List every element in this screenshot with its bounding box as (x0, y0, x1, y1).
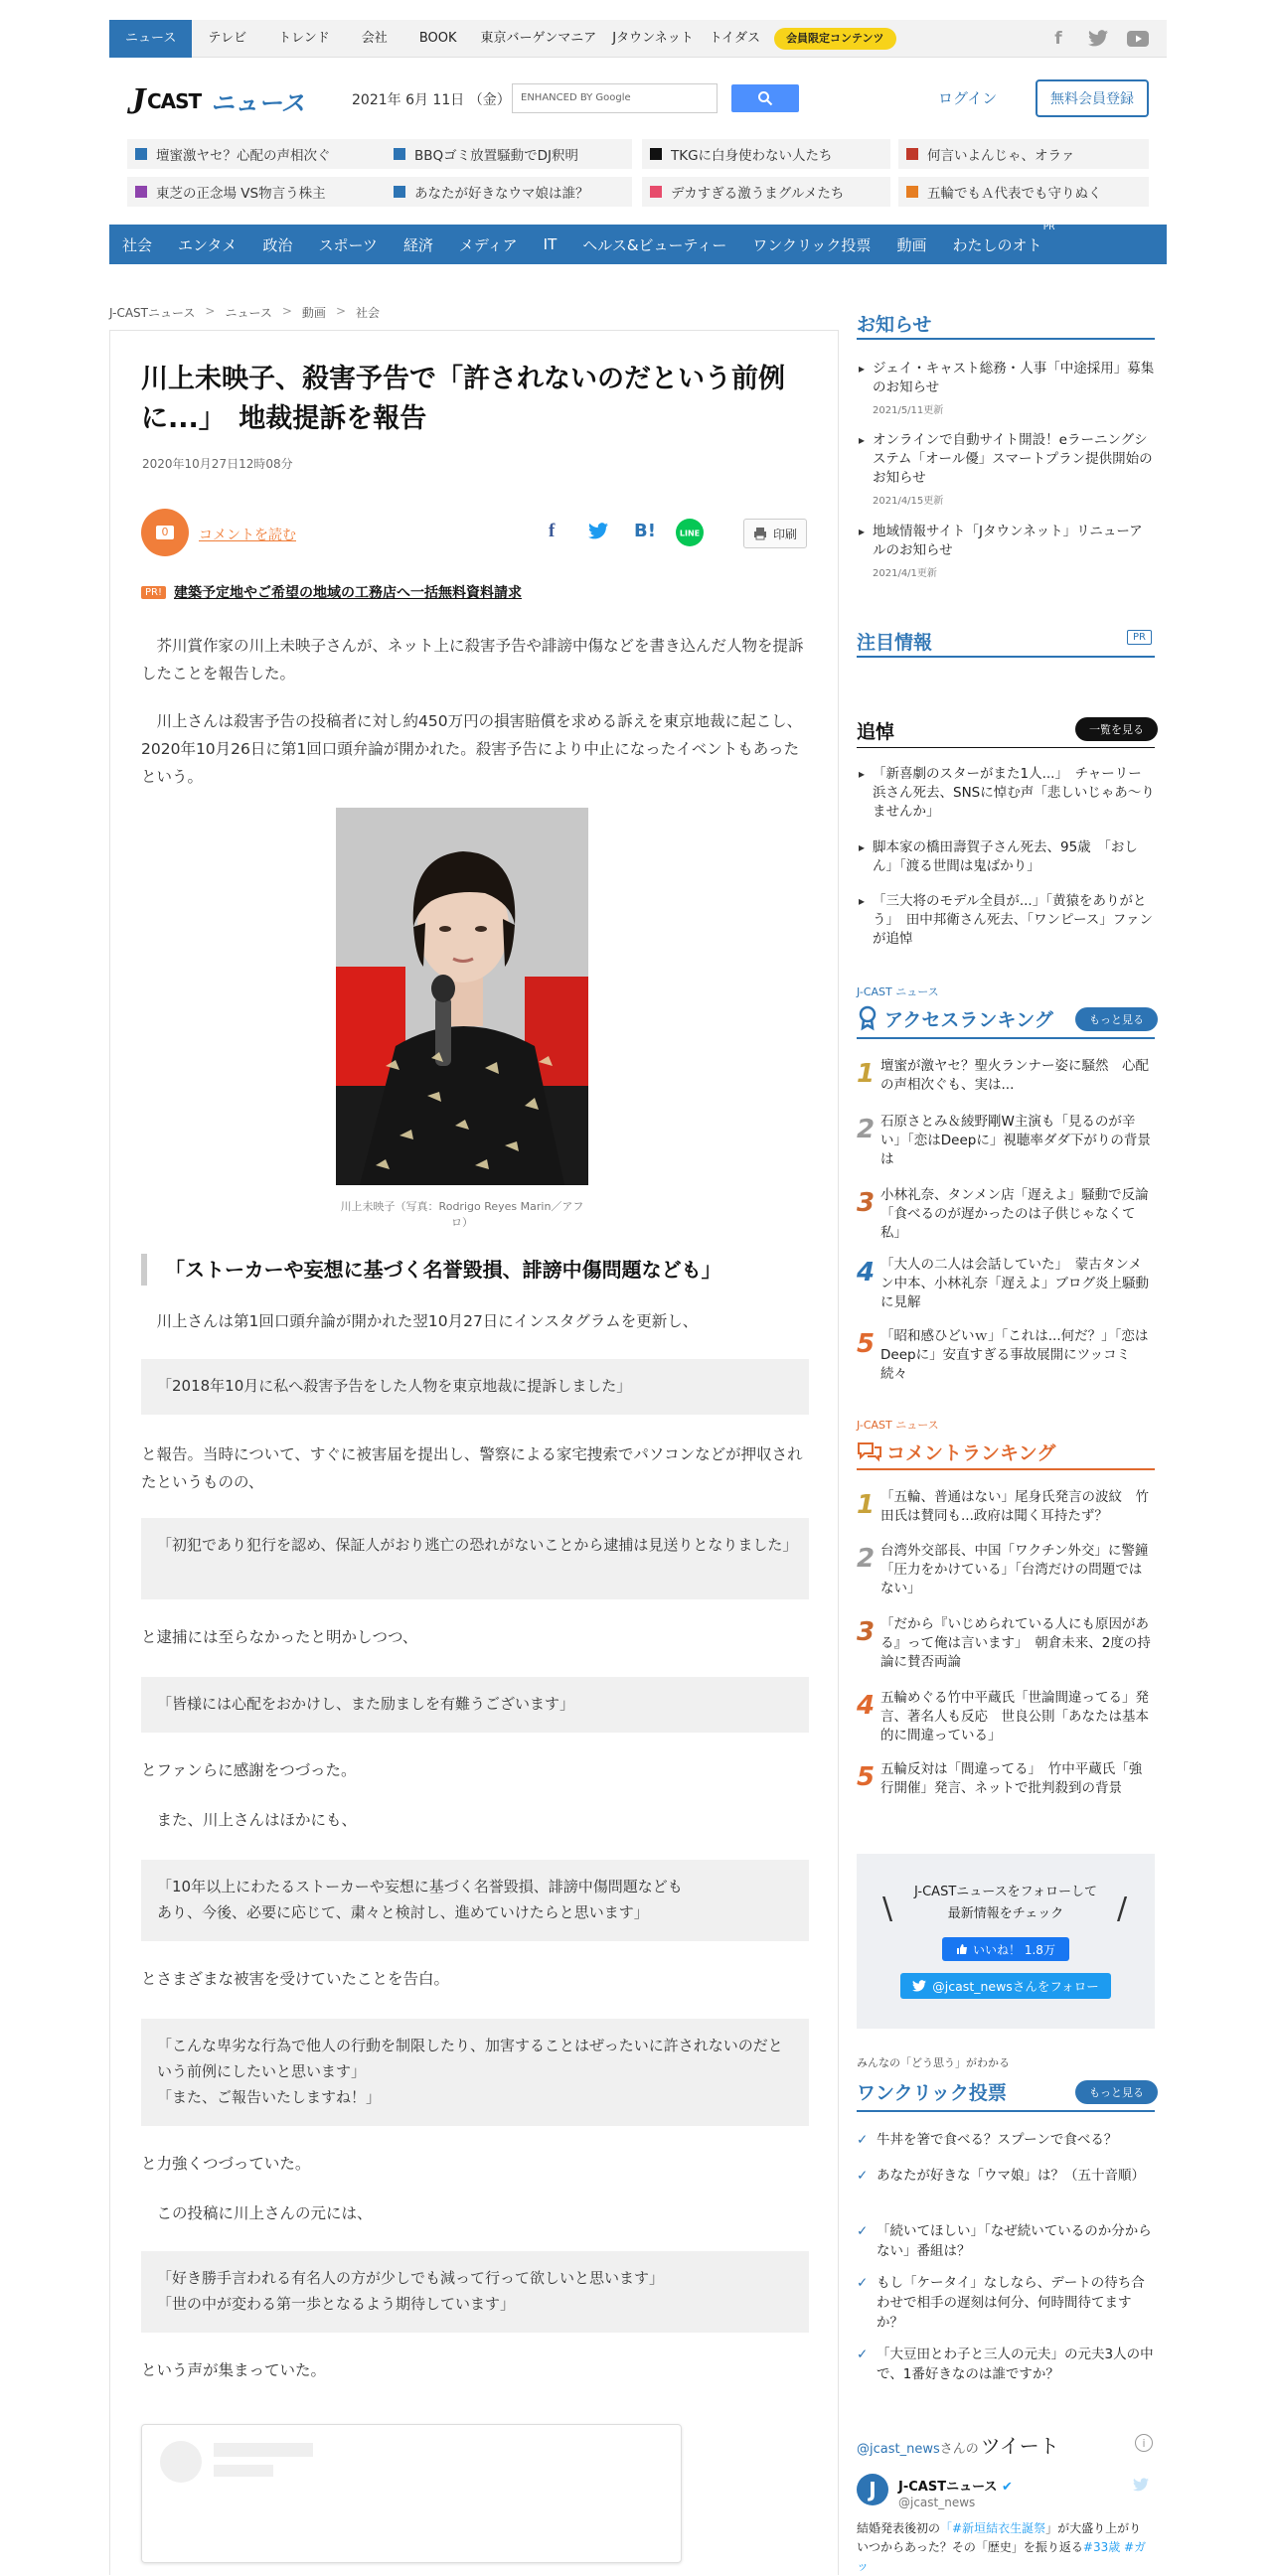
vote-item[interactable]: ✓ もし「ケータイ」なしなら、デートの待ち合わせで相手の遅刻は何分、何時間待てますか？ (857, 2275, 1145, 2331)
checkmark-icon: ✓ (857, 2347, 869, 2362)
arrow-right-icon: ▸ (859, 894, 866, 908)
arrow-right-icon: ▸ (859, 525, 866, 538)
tsuito-section-title: 追悼 (857, 721, 895, 743)
print-button[interactable]: 印刷 (743, 519, 807, 548)
section-divider (857, 1037, 1155, 1039)
twitter-share-icon[interactable] (588, 523, 608, 544)
thumbs-up-icon (956, 1943, 968, 1955)
service-bar (109, 20, 1167, 58)
photo-caption: 川上未映子（写真：Rodrigo Reyes Marin／アフロ） (340, 1200, 584, 1229)
hatena-bookmark-icon[interactable]: B! (634, 521, 656, 541)
breadcrumb-item[interactable]: J-CASTニュース (109, 306, 196, 320)
headline-marker (394, 186, 405, 198)
comment-ranking-title: コメントランキング (886, 1442, 1056, 1464)
nav-item-it[interactable]: IT (543, 235, 558, 253)
article-paragraph: とさまざまな被害を受けていたことを告白。 (141, 1970, 450, 1988)
notice-item[interactable]: ▸ オンラインで自動サイト開設！eラーニングシステム「オール優」スマートプラン提供開始のお知らせ 2021/4/15更新 (859, 432, 1153, 507)
svg-text:LINE: LINE (679, 529, 701, 538)
quote-block: 「2018年10月に私へ殺害予告をした人物を東京地裁に提訴しました」 (141, 1359, 809, 1415)
section-divider (857, 747, 1155, 748)
vote-item[interactable]: ✓ あなたが好きな「ウマ娘」は？（五十音順） (857, 2168, 1145, 2184)
service-tab-toidas[interactable]: トイダス (709, 30, 761, 46)
breadcrumb-item[interactable]: ニュース (225, 306, 272, 320)
tweet-author-name[interactable]: J-CASTニュース ✔ (898, 2480, 1013, 2495)
facebook-share-icon[interactable]: f (549, 521, 556, 541)
jcast-logo[interactable]: J CAST ニュース (127, 80, 305, 122)
decoration-slash: \ (882, 1892, 893, 1926)
youtube-icon[interactable] (1127, 28, 1149, 50)
current-date: 2021年 6月 11日 （金） (352, 92, 511, 108)
register-button[interactable]: 無料会員登録 (1036, 79, 1149, 117)
quote-block: 「初犯であり犯行を認め、保証人がおり逃亡の恐れがないことから逮捕は見送りとなりました」 (141, 1518, 809, 1599)
headline-link[interactable]: 何言いよんじゃ、オラァ (898, 139, 1149, 169)
article-paragraph: また、川上さんはほかにも、 (141, 1811, 358, 1829)
quote-block: 「皆様には心配をおかけし、また励ましを有難うございます」 (141, 1677, 809, 1733)
crown-icon (857, 1005, 878, 1033)
arrow-right-icon: ▸ (859, 767, 866, 781)
service-tab-bargain[interactable]: 東京バーゲンマニア (480, 30, 597, 46)
twitter-follow-button[interactable]: @jcast_newsさんをフォロー (900, 1973, 1111, 1999)
search-icon (757, 90, 773, 106)
hashtag-link[interactable]: #33歳 #ガッ (857, 2540, 1147, 2573)
arrow-right-icon: ▸ (859, 840, 866, 854)
tweet-text: 結婚発表後初の「#新垣結衣生誕祭」が大盛り上がり いつからあった？その「歴史」を振り返る#33歳 #ガッ (857, 2521, 1147, 2573)
headline-link[interactable]: BBQゴミ放置騒動でDJ釈明 (386, 139, 632, 169)
nav-item-entame[interactable]: エンタメ (178, 235, 238, 254)
section-divider (857, 2110, 1155, 2112)
jcast-news-kicker: J-CAST ニュース (857, 1419, 939, 1432)
embedded-post-placeholder (141, 2424, 682, 2563)
headline-marker (650, 148, 662, 160)
article-paragraph: と逮捕には至らなかったと明かしつつ、 (141, 1628, 418, 1646)
quote-block: 「こんな卑劣な行為で他人の行動を制限したり、加害することはぜったいに許されないのだという前例にしたいと思います」 「また、ご報告いたしますね！」 (141, 2019, 809, 2126)
nav-item-economy[interactable]: 経済 (402, 235, 433, 254)
follow-text: J-CASTニュースをフォローして (914, 1885, 1097, 1899)
access-ranking-more-button[interactable]: もっと見る (1075, 1007, 1158, 1031)
jcast-news-kicker: J-CAST ニュース (857, 985, 939, 998)
article-paragraph: 芥川賞作家の川上未映子さんが、ネット上に殺害予告や誹謗中傷などを書き込んだ人物を提訴したことを報告した。 (141, 637, 804, 682)
tsuito-more-button[interactable]: 一覧を見る (1075, 717, 1158, 741)
pr-ad-link[interactable]: PR! 建築予定地やご希望の地域の工務店へ一括無料資料請求 (141, 582, 522, 602)
follow-box (857, 1854, 1155, 2029)
breadcrumb-separator: > (335, 304, 346, 318)
article-date: 2020年10月27日12時08分 (142, 457, 293, 471)
tweet-author-handle[interactable]: @jcast_news (898, 2496, 976, 2509)
nav-item-politics[interactable]: 政治 (262, 235, 293, 254)
nav-item-sports[interactable]: スポーツ (318, 235, 378, 254)
service-tab-tv[interactable]: テレビ (208, 30, 247, 46)
headline-link[interactable]: TKGに白身使わない人たち (642, 139, 890, 169)
checkmark-icon: ✓ (857, 2132, 869, 2148)
article-subheading: 「ストーカーや妄想に基づく名誉毀損、誹謗中傷問題なども」 (141, 1254, 809, 1286)
article-paragraph: この投稿に川上さんの元には、 (141, 2204, 373, 2222)
quote-block: 「好き勝手言われる有名人の方が少しでも減って行って欲しいと思います」 「世の中が変わる第一歩となるよう期待しています」 (141, 2251, 809, 2333)
headline-link[interactable]: 東芝の正念場 VS物言う株主 (127, 177, 386, 207)
breadcrumb-item[interactable]: 動画 (301, 306, 326, 320)
section-divider (857, 338, 1155, 340)
arrow-right-icon: ▸ (859, 362, 866, 376)
pr-badge: PR! (141, 586, 166, 599)
breadcrumb-separator: > (205, 304, 216, 318)
comment-bubbles-icon (857, 1440, 882, 1466)
search-input[interactable]: ENHANCED BY Google (512, 83, 718, 113)
service-tab-company[interactable]: 会社 (361, 30, 388, 46)
facebook-like-button[interactable]: いいね！ 1.8万 (942, 1937, 1069, 1961)
article-paragraph: と力強くつづっていた。 (141, 2155, 311, 2173)
twitter-bird-icon (1133, 2478, 1149, 2496)
service-tab-jtown[interactable]: Jタウンネット (612, 30, 694, 46)
article-photo (336, 808, 588, 1185)
embed-line-placeholder (214, 2465, 273, 2477)
line-share-icon[interactable] (676, 519, 704, 551)
section-divider (857, 656, 1155, 658)
article-title: 川上未映子、殺害予告で「許されないのだという前例に...」 地裁提訴を報告 (141, 364, 785, 434)
printer-icon (753, 527, 767, 540)
comment-count-badge[interactable] (141, 509, 189, 556)
article-paragraph: 川上さんは第1回口頭弁論が開かれた翌10月27日にインスタグラムを更新し、 (141, 1312, 699, 1330)
access-ranking-title: アクセスランキング (884, 1009, 1053, 1031)
nav-item-health[interactable]: ヘルス&ビューティー (582, 235, 727, 254)
portrait-illustration (336, 808, 588, 1185)
nav-item-media[interactable]: メディア (458, 235, 518, 254)
headline-link[interactable]: 五輪でもＡ代表でも守りぬく (898, 177, 1149, 207)
twitter-timeline-header: @jcast_newsさんの ツイート (857, 2434, 1059, 2458)
verified-badge-icon: ✔ (1001, 2480, 1013, 2495)
sns-links (1047, 28, 1167, 50)
breadcrumb-separator: > (281, 304, 292, 318)
attention-section-title: 注目情報 (857, 632, 933, 654)
nav-item-vote[interactable]: ワンクリック投票 (752, 235, 872, 254)
hashtag-link[interactable]: 「#新垣結衣生誕祭 (940, 2521, 1046, 2535)
article-paragraph: 川上さんは殺害予告の投稿者に対し約450万円の損害賠償を求める訴えを東京地裁に起こし、2020年10月26日に第1回口頭弁論が開かれた。殺害予告により中止になったイベントもあったという。 (141, 712, 803, 786)
facebook-icon[interactable]: f (1054, 28, 1062, 49)
service-tab-trend[interactable]: トレンド (278, 30, 330, 46)
follow-text: 最新情報をチェック (947, 1906, 1064, 1921)
twitter-icon[interactable] (1087, 28, 1109, 50)
breadcrumb-item[interactable]: 社会 (356, 306, 381, 320)
article-paragraph: と報告。当時について、すぐに被害届を提出し、警察による家宅捜索でパソコンなどが押収されたというものの、 (141, 1445, 803, 1491)
headline-marker (906, 186, 918, 198)
pr-label: PR (1127, 630, 1152, 645)
timeline-handle-link[interactable]: @jcast_news (857, 2442, 940, 2457)
vote-more-button[interactable]: もっと見る (1075, 2080, 1158, 2104)
article-paragraph: という声が集まっていた。 (141, 2361, 327, 2379)
members-content-badge[interactable]: 会員限定コンテンツ (774, 28, 895, 50)
arrow-right-icon: ▸ (859, 433, 866, 447)
service-tab-book[interactable]: BOOK (418, 30, 457, 46)
search-button[interactable] (731, 84, 799, 112)
breadcrumb (109, 304, 380, 321)
notice-item[interactable]: ▸ 地域情報サイト「Jタウンネット」リニューアルのお知らせ 2021/4/1更新 (859, 524, 1143, 579)
service-tab-news[interactable]: ニュース (109, 20, 192, 58)
headline-link[interactable]: あなたが好きなウマ娘は誰？ (386, 177, 632, 207)
article-paragraph: とファンらに感謝をつづった。 (141, 1761, 357, 1779)
vote-kicker: みんなの「どう思う」がわかる (857, 2056, 1010, 2069)
headline-link[interactable]: 壇蜜激ヤセ？心配の声相次ぐ (127, 139, 386, 169)
tsuito-item[interactable]: ▸ 「三大将のモデル全員が...」「黄猿をありがとう」 田中邦衛さん死去、「ワンピース」ファンが追悼 (859, 893, 1154, 947)
vote-section-title: ワンクリック投票 (857, 2082, 1007, 2104)
login-link[interactable]: ログイン (938, 89, 998, 107)
info-icon[interactable]: i (1135, 2434, 1153, 2452)
tsuito-item[interactable]: ▸ 「新喜劇のスターがまた1人...」 チャーリー浜さん死去、SNSに悼む声「悲しいじゃあ～りませんか」 (859, 766, 1155, 820)
read-comments-link[interactable]: コメントを読む (199, 528, 296, 543)
vote-item[interactable]: ✓ 「続いてほしい」「なぜ続いているのか分からない」番組は？ (857, 2223, 1152, 2259)
headline-marker (135, 148, 147, 160)
headline-marker (135, 186, 147, 198)
global-nav (109, 222, 1167, 264)
checkmark-icon: ✓ (857, 2223, 869, 2239)
checkmark-icon: ✓ (857, 2168, 869, 2184)
pr-label: PR (1042, 222, 1055, 232)
tsuito-item[interactable]: ▸ 脚本家の橋田壽賀子さん死去、95歳 「おしん」「渡る世間は鬼ばかり」 (859, 839, 1138, 874)
headline-marker (394, 148, 405, 160)
notice-item[interactable]: ▸ ジェイ・キャスト総務・人事「中途採用」募集のお知らせ 2021/5/11更新 (859, 361, 1155, 416)
headline-marker (650, 186, 662, 198)
nav-item-video[interactable]: 動画 (896, 235, 927, 254)
embed-avatar-placeholder (160, 2441, 202, 2483)
headline-marker (906, 148, 918, 160)
notice-section-title: お知らせ (857, 314, 932, 336)
nav-item-society[interactable]: 社会 (122, 235, 153, 254)
section-divider (857, 1468, 1155, 1470)
jcast-avatar[interactable]: J (857, 2474, 888, 2505)
nav-item-watashi-no-oto[interactable]: わたしのオト PR (952, 222, 1055, 254)
vote-item[interactable]: ✓ 「大豆田とわ子と三人の元夫」の元夫3人の中で、1番好きなのは誰ですか？ (857, 2347, 1154, 2382)
checkmark-icon: ✓ (857, 2275, 869, 2291)
vote-item[interactable]: ✓ 牛丼を箸で食べる？スプーンで食べる？ (857, 2132, 1118, 2148)
quote-block: 「10年以上にわたるストーカーや妄想に基づく名誉毀損、誹謗中傷問題なども あり、今後、必要に応じて、粛々と検討し、進めていけたらと思います」 (141, 1860, 809, 1941)
headline-link[interactable]: デカすぎる激うまグルメたち (642, 177, 890, 207)
decoration-slash: / (1117, 1892, 1128, 1926)
embed-line-placeholder (214, 2443, 313, 2457)
comment-bubble-icon: 0 (156, 526, 174, 539)
twitter-bird-icon (912, 1980, 926, 1992)
